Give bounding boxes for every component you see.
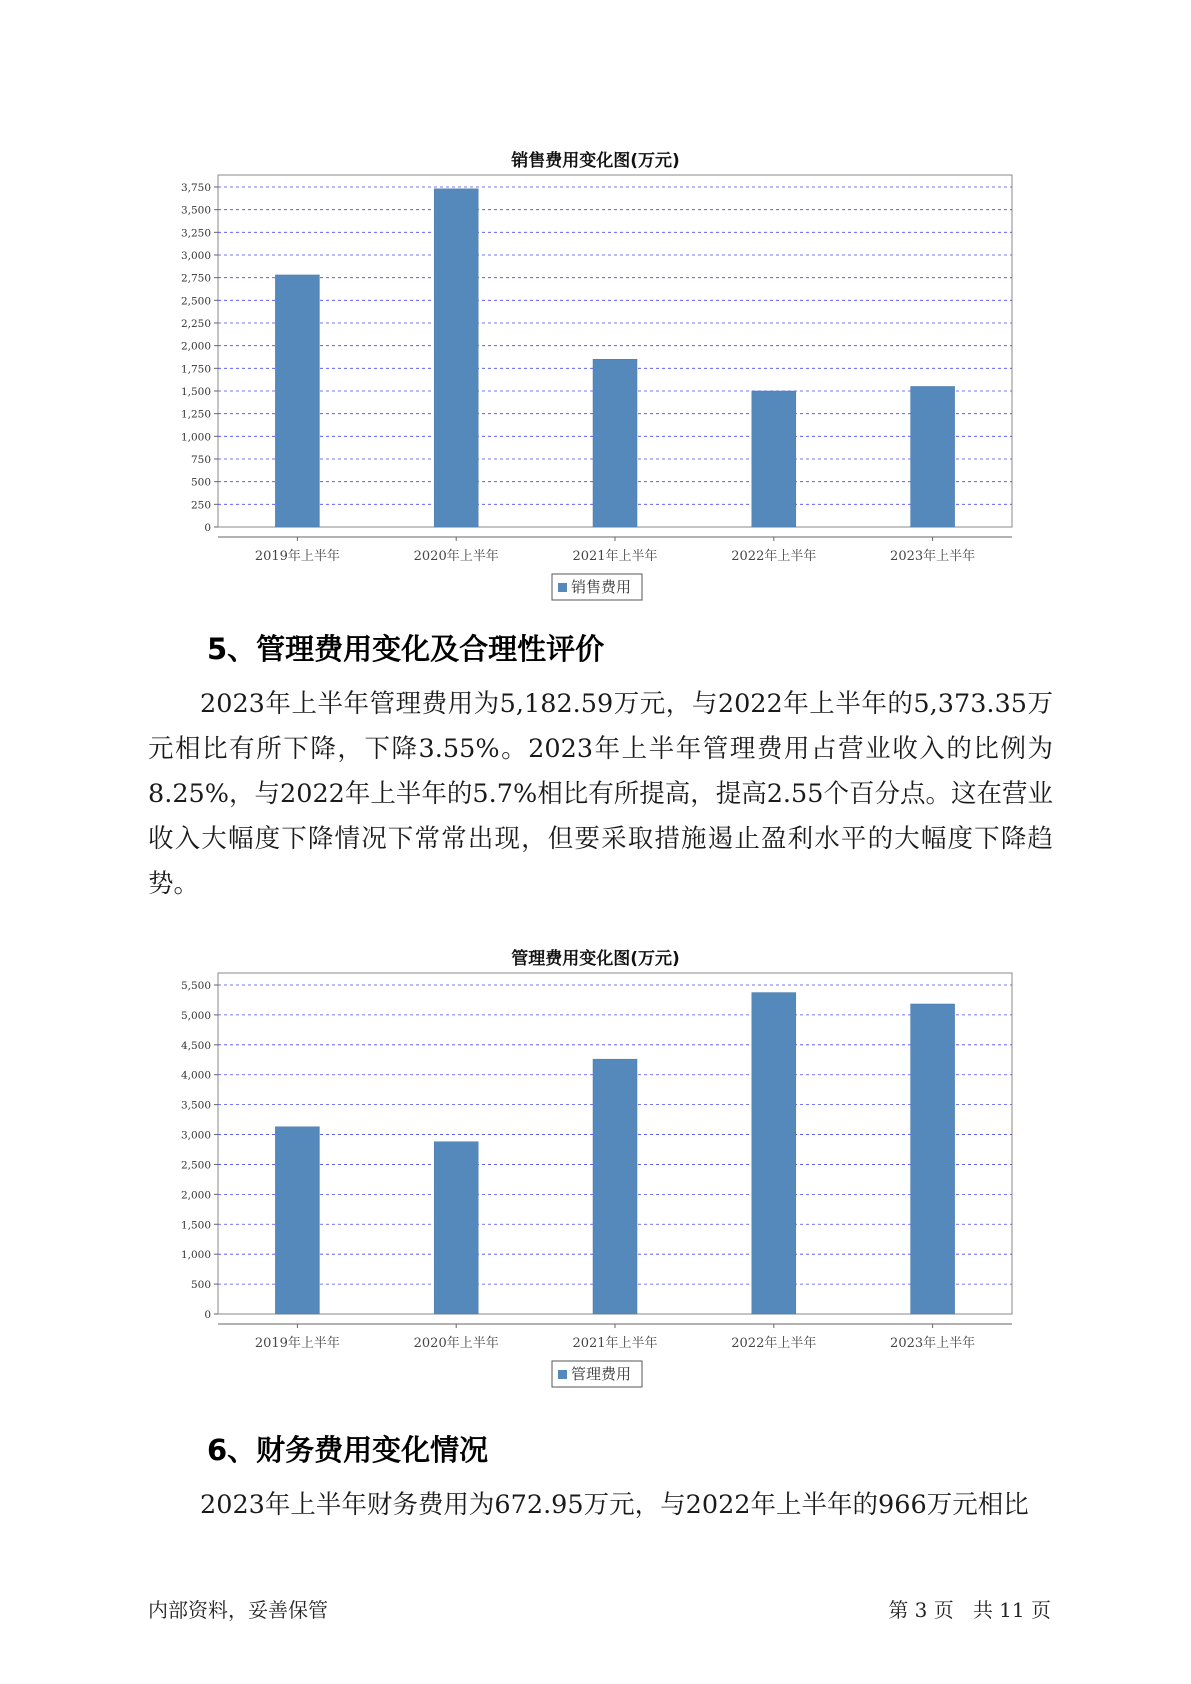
y-tick-label: 750 (190, 454, 211, 466)
y-tick-label: 2,500 (180, 1159, 211, 1172)
footer-left: 内部资料，妥善保管 (148, 1598, 328, 1622)
y-tick-label: 1,750 (180, 363, 211, 376)
x-tick-label: 2022年上半年 (731, 1336, 817, 1351)
y-tick-label: 500 (190, 476, 211, 489)
legend-label: 销售费用 (571, 578, 632, 596)
x-tick-label: 2023年上半年 (890, 549, 976, 564)
x-tick-label: 2019年上半年 (254, 549, 340, 564)
section-6-paragraph: 2023年上半年财务费用为672.95万元，与2022年上半年的966万元相比 (200, 1490, 1029, 1520)
bar (752, 391, 796, 527)
y-tick-label: 3,500 (180, 1099, 211, 1112)
chart-title-sales: 销售费用变化图(万元) (511, 151, 680, 171)
y-tick-label: 2,250 (180, 318, 211, 330)
y-tick-label: 2,000 (180, 1189, 211, 1202)
bar (911, 1004, 955, 1314)
footer-page-number: 第 3 页 共 11 页 (888, 1598, 1051, 1622)
y-tick-label: 500 (190, 1279, 211, 1292)
y-tick-label: 1,000 (180, 431, 211, 444)
x-tick-label: 2023年上半年 (890, 1336, 976, 1351)
x-tick-label: 2021年上半年 (572, 549, 658, 564)
bar (593, 359, 637, 527)
y-tick-label: 1,000 (180, 1249, 211, 1262)
legend-label: 管理费用 (571, 1365, 632, 1383)
section-6-heading: 6、财务费用变化情况 (207, 1433, 489, 1467)
y-tick-label: 0 (204, 522, 211, 534)
y-tick-label: 4,500 (180, 1039, 211, 1052)
x-tick-label: 2019年上半年 (254, 1336, 340, 1351)
y-tick-label: 3,000 (180, 1129, 211, 1142)
legend-swatch (558, 583, 567, 592)
bar (434, 1142, 478, 1314)
sales-expense-chart (0, 170, 1191, 610)
x-tick-label: 2020年上半年 (413, 549, 499, 564)
admin-expense-chart (0, 968, 1191, 1408)
chart-title-admin: 管理费用变化图(万元) (511, 949, 680, 969)
bar (911, 386, 955, 527)
y-tick-label: 1,500 (180, 1219, 211, 1232)
bar (275, 275, 319, 527)
y-tick-label: 1,250 (180, 408, 211, 421)
section-5-paragraph: 2023年上半年管理费用为5,182.59万元，与2022年上半年的5,373.35万元相比有所下降，下降3.55%。2023年上半年管理费用占营业收入的比例为8.25%，与2022年上半年的5.7%相比有所提高，提高2.55个百分点。这在营业收入大幅度下降情况下常常出现，但要采取措施遏止盈利水平的大幅度下降趋势。 (148, 689, 1053, 899)
legend (552, 574, 642, 600)
legend-swatch (558, 1370, 567, 1379)
y-tick-label: 3,500 (180, 204, 211, 217)
y-tick-label: 5,000 (180, 1009, 211, 1022)
x-tick-label: 2021年上半年 (572, 1336, 658, 1351)
y-tick-label: 2,500 (180, 295, 211, 308)
bar (275, 1127, 319, 1314)
x-tick-label: 2022年上半年 (731, 549, 817, 564)
y-tick-label: 1,500 (180, 386, 211, 398)
y-tick-label: 0 (204, 1309, 211, 1321)
y-tick-label: 4,000 (180, 1069, 211, 1082)
x-tick-label: 2020年上半年 (413, 1336, 499, 1351)
section-5-heading: 5、管理费用变化及合理性评价 (207, 632, 605, 666)
bar (593, 1059, 637, 1314)
y-tick-label: 3,000 (180, 250, 211, 262)
legend (552, 1361, 642, 1387)
y-tick-label: 2,000 (180, 340, 211, 353)
bar (434, 189, 478, 527)
y-tick-label: 3,750 (180, 182, 211, 194)
y-tick-label: 5,500 (180, 980, 211, 992)
bar (752, 993, 796, 1314)
y-tick-label: 2,750 (180, 272, 211, 285)
y-tick-label: 250 (190, 499, 211, 512)
y-tick-label: 3,250 (180, 227, 211, 240)
